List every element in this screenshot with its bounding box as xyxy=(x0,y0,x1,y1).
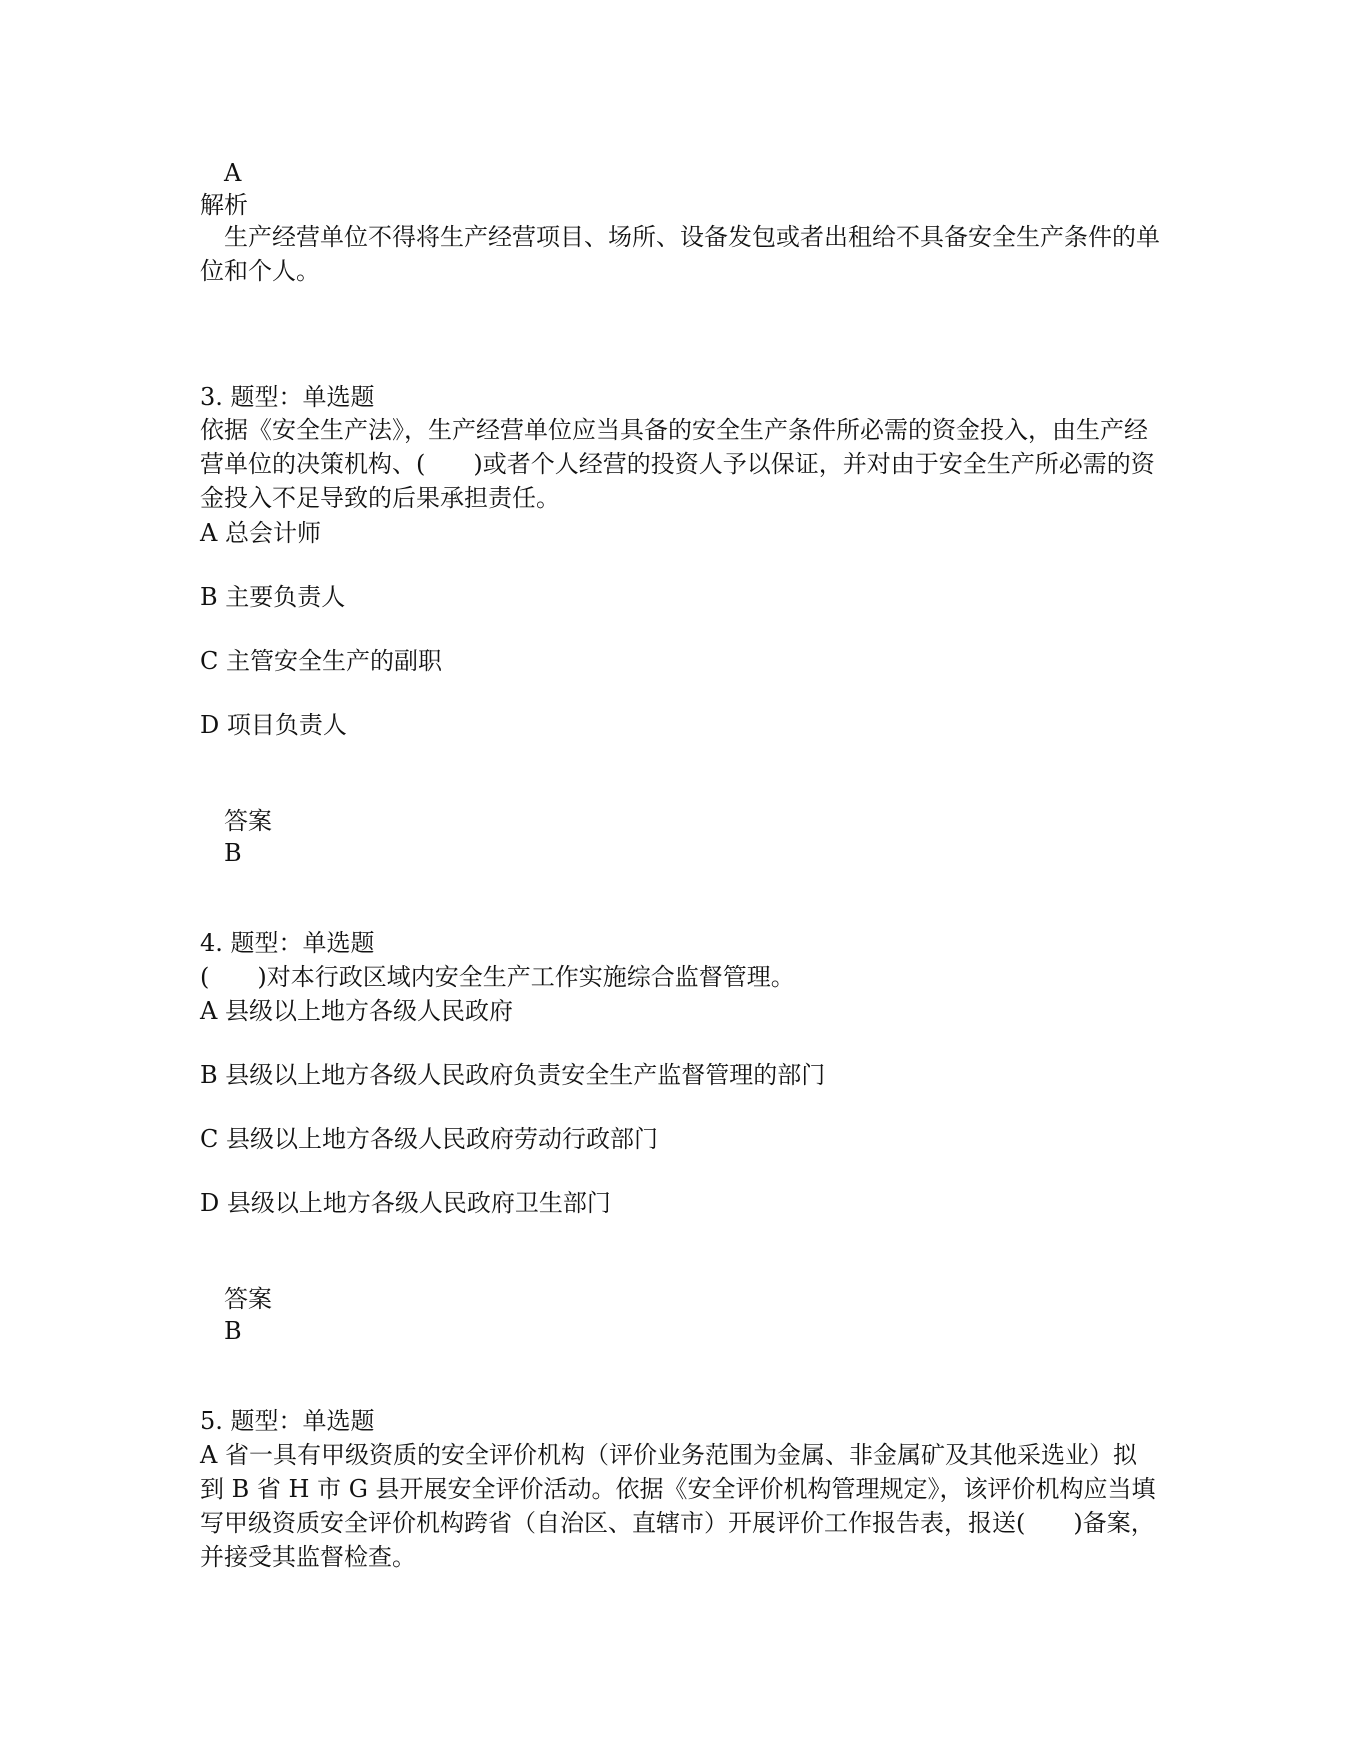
q3-option-a: A 总会计师 xyxy=(200,519,321,547)
q3-stem: 依据《安全生产法》，生产经营单位应当具备的安全生产条件所必需的资金投入，由生产经营单位的决策机构、( )或者个人经营的投资人予以保证，并对由于安全生产所必需的资金投入不足导致的后果承担责任。 xyxy=(200,416,1155,512)
q4-option-c: C 县级以上地方各级人民政府劳动行政部门 xyxy=(200,1125,658,1153)
q2-answer-value: A xyxy=(224,159,242,187)
q4-option-d: D 县级以上地方各级人民政府卫生部门 xyxy=(200,1189,611,1217)
q4-answer-value: B xyxy=(224,1317,242,1345)
q3-option-b: B 主要负责人 xyxy=(200,583,346,611)
q2-analysis-label: 解析 xyxy=(200,191,248,219)
q3-answer-label: 答案 xyxy=(224,807,272,835)
q4-heading: 4. 题型：单选题 xyxy=(200,929,375,957)
q4-option-b: B 县级以上地方各级人民政府负责安全生产监督管理的部门 xyxy=(200,1061,826,1089)
q3-heading: 3. 题型：单选题 xyxy=(200,383,375,411)
q2-analysis-text: 生产经营单位不得将生产经营项目、场所、设备发包或者出租给不具备安全生产条件的单位和个人。 xyxy=(200,223,1160,285)
q3-option-c: C 主管安全生产的副职 xyxy=(200,647,442,675)
q4-answer-label: 答案 xyxy=(224,1285,272,1313)
q4-stem: ( )对本行政区域内安全生产工作实施综合监督管理。 xyxy=(200,963,795,991)
q5-heading: 5. 题型：单选题 xyxy=(200,1407,375,1435)
q5-stem: A 省一具有甲级资质的安全评价机构（评价业务范围为金属、非金属矿及其他采选业）拟到 B 省 H 市 G 县开展安全评价活动。依据《安全评价机构管理规定》，该评价机构应当填写甲级资质安全评价机构跨省（自治区、直辖市）开展评价工作报告表，报送( )备案，并接受其监督检查。 xyxy=(200,1441,1156,1571)
q4-option-a: A 县级以上地方各级人民政府 xyxy=(200,997,513,1025)
q3-option-d: D 项目负责人 xyxy=(200,711,347,739)
q3-answer-value: B xyxy=(224,839,242,867)
